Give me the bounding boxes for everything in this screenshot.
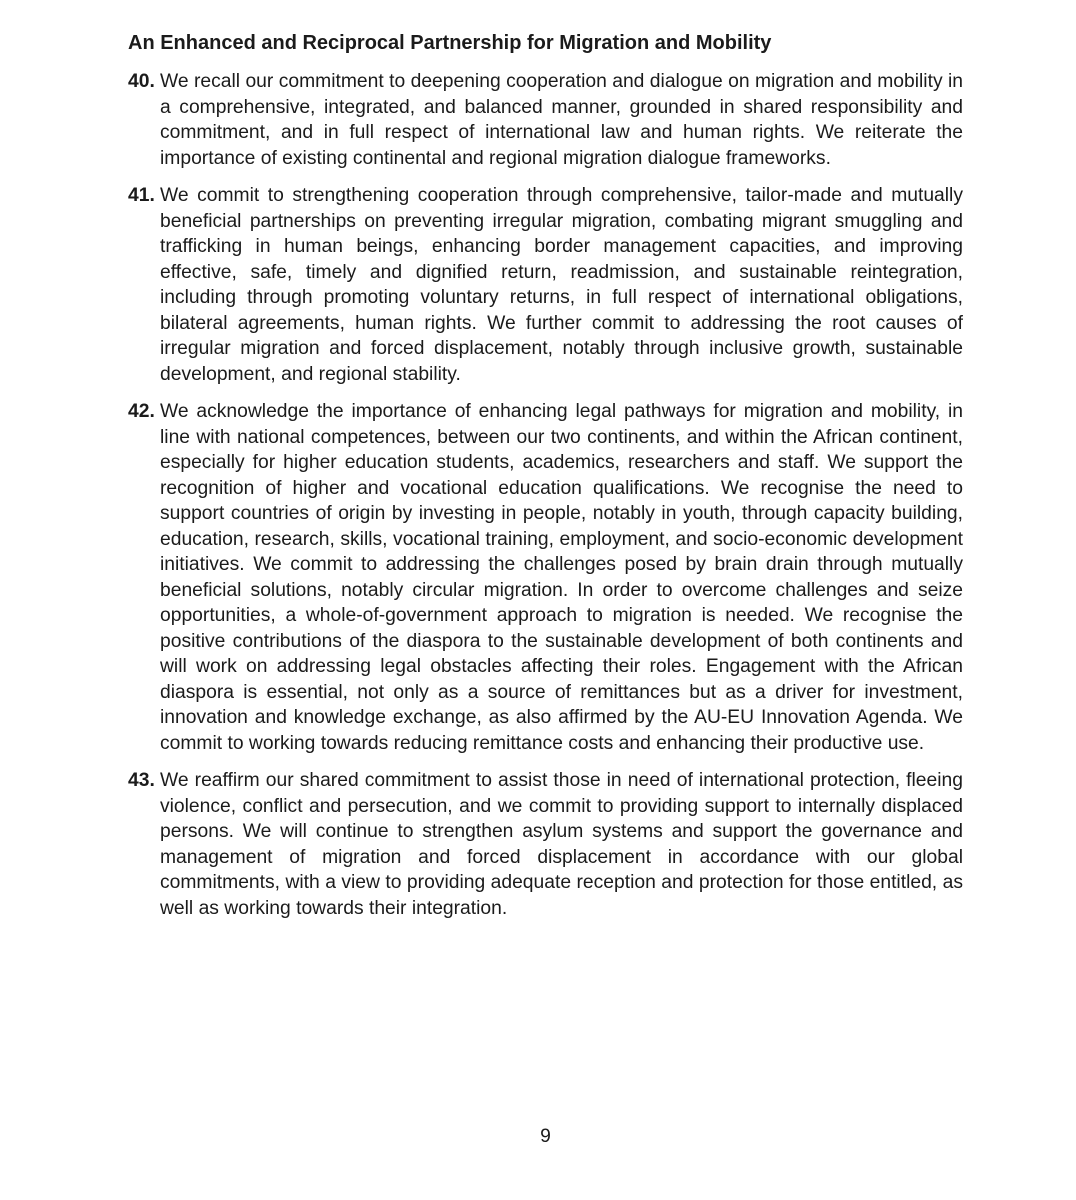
paragraph-42-number: 42. [128,401,155,422]
paragraph-42 [128,399,963,756]
paragraph-40-text: We recall our commitment to deepening cooperation and dialogue on migration and mobility in a comprehensive, integrated, and balanced manner, grounded in shared responsibility and commitment, and in full respect of international law and human rights. We reiterate the importance of existing continental and regional migration dialogue frameworks. [160,71,963,169]
paragraph-40 [128,69,963,171]
paragraph-43-text: We reaffirm our shared commitment to assist those in need of international protection, fleeing violence, conflict and persecution, and we commit to providing support to internally displaced persons. We will continue to strengthen asylum systems and support the governance and management of migration and forced displacement in accordance with our global commitments, with a view to providing adequate reception and protection for those entitled, as well as working towards their integration. [160,770,963,919]
paragraph-43-number: 43. [128,770,155,791]
paragraph-41-text: We commit to strengthening cooperation through comprehensive, tailor-made and mutually beneficial partnerships on preventing irregular migration, combating migrant smuggling and trafficking in human beings, enhancing border management capacities, and improving effective, safe, timely and dignified return, readmission, and sustainable reintegration, including through promoting voluntary returns, in full respect of international obligations, bilateral agreements, human rights. We further commit to addressing the root causes of irregular migration and forced displacement, notably through inclusive growth, sustainable development, and regional stability. [160,185,963,385]
paragraph-41-number: 41. [128,185,155,206]
page-number: 9 [540,1126,551,1147]
paragraph-40-number: 40. [128,71,155,92]
paragraph-41 [128,183,963,387]
section-heading: An Enhanced and Reciprocal Partnership for Migration and Mobility [128,32,772,54]
paragraph-42-text: We acknowledge the importance of enhancing legal pathways for migration and mobility, in line with national competences, between our two continents, and within the African continent, especially for higher education students, academics, researchers and staff. We support the recognition of higher and vocational education qualifications. We recognise the need to support countries of origin by investing in people, notably in youth, through capacity building, education, research, skills, vocational training, employment, and socio-economic development initiatives. We commit to addressing the challenges posed by brain drain through mutually beneficial solutions, notably circular migration. In order to overcome challenges and seize opportunities, a whole-of-government approach to migration is needed. We recognise the positive contributions of the diaspora to the sustainable development of both continents and will work on addressing legal obstacles affecting their roles. Engagement with the African diaspora is essential, not only as a source of remittances but as a driver for investment, innovation and knowledge exchange, as also affirmed by the AU-EU Innovation Agenda. We commit to working towards reducing remittance costs and enhancing their productive use. [160,401,963,754]
paragraph-43 [128,768,963,921]
